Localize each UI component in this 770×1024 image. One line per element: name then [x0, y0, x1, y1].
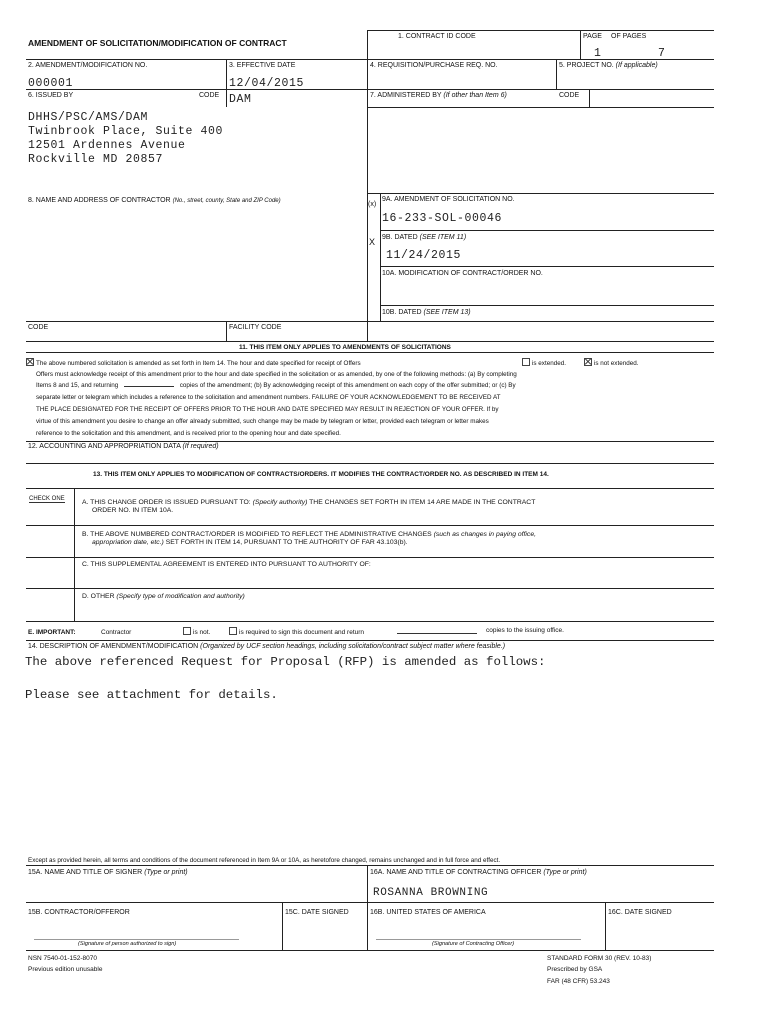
- nsn-number: NSN 7540-01-152-8070: [28, 955, 98, 962]
- option-b-line2: appropriation date, etc.) SET FORTH IN ITEM 14, PURSUANT TO THE AUTHORITY OF FAR 43.103(b).: [92, 539, 408, 546]
- section-11-line: THE PLACE DESIGNATED FOR THE RECEIPT OF OFFERS PRIOR TO THE HOUR AND DATE SPECIFIED MAY RESULT IN REJECTION OF YOUR OFFER. If by: [36, 406, 499, 413]
- dated-9b-label: 9B. DATED (SEE ITEM 11): [382, 234, 467, 241]
- form-title: AMENDMENT OF SOLICITATION/MODIFICATION OF CONTRACT: [28, 38, 287, 48]
- amended-checkbox[interactable]: [26, 358, 34, 366]
- description-label: 14. DESCRIPTION OF AMENDMENT/MODIFICATION (Organized by UCF section headings, including solicitation/contract subject matter where feasible.): [28, 643, 506, 650]
- contract-id-code-label: 1. CONTRACT ID CODE: [398, 33, 476, 40]
- section-11-line: Items 8 and 15, and returning copies of the amendment; (b) By acknowledging receipt of this amendment on each copy of the offer submitted; or (c) By: [36, 382, 516, 389]
- page-label: PAGE: [583, 33, 602, 40]
- of-pages-label: OF PAGES: [611, 33, 647, 40]
- officer-signature-line[interactable]: [376, 939, 581, 940]
- contractor-signature-line[interactable]: [34, 939, 239, 940]
- amendment-no-value: 000001: [28, 77, 74, 90]
- description-line: The above referenced Request for Proposal (RFP) is amended as follows:: [25, 655, 546, 669]
- section-11-line: reference to the solicitation and this amendment, and is received prior to the opening hour and date specified.: [36, 430, 341, 437]
- standard-form-number: STANDARD FORM 30 (REV. 10-83): [547, 955, 652, 962]
- contracting-officer-label: 16A. NAME AND TITLE OF CONTRACTING OFFICER (Type or print): [370, 869, 587, 876]
- option-b-line1: B. THE ABOVE NUMBERED CONTRACT/ORDER IS MODIFIED TO REFLECT THE ADMINISTRATIVE CHANGES (such as changes in paying office,: [82, 531, 537, 538]
- solicitation-no-label: 9A. AMENDMENT OF SOLICITATION NO.: [382, 196, 515, 203]
- issuer-line: Rockville MD 20857: [28, 153, 164, 166]
- officer-signature-caption: (Signature of Contracting Officer): [432, 941, 515, 947]
- effective-date-label: 3. EFFECTIVE DATE: [229, 62, 296, 69]
- administered-code-label: CODE: [559, 92, 580, 99]
- is-required-checkbox[interactable]: [229, 627, 237, 635]
- x-column-header: (x): [368, 201, 377, 208]
- is-not-checkbox[interactable]: [183, 627, 191, 635]
- solicitation-no-value: 16-233-SOL-00046: [382, 212, 503, 225]
- modification-no-label: 10A. MODIFICATION OF CONTRACT/ORDER NO.: [382, 270, 543, 277]
- option-a-line1: A. THIS CHANGE ORDER IS ISSUED PURSUANT TO: (Specify authority) THE CHANGES SET FORTH IN ITEM 14 ARE MADE IN THE CONTRACT: [82, 499, 536, 506]
- dated-10b-label: 10B. DATED (SEE ITEM 13): [382, 309, 471, 316]
- section-11-line: Offers must acknowledge receipt of this amendment prior to the hour and date specified in the solicitation or as amended, by one of the following methods: (a) By completing: [36, 371, 517, 378]
- united-states-label: 16B. UNITED STATES OF AMERICA: [370, 909, 486, 916]
- is-not-extended-checkbox[interactable]: [584, 358, 592, 366]
- far-reference: FAR (48 CFR) 53.243: [547, 978, 610, 985]
- section-11-line: The above numbered solicitation is amended as set forth in Item 14. The hour and date specified for receipt of Offers: [26, 358, 361, 367]
- is-not-option: is not.: [183, 627, 210, 636]
- important-label: E. IMPORTANT:: [28, 629, 76, 636]
- x-mark-9a: X: [369, 237, 376, 247]
- is-extended-checkbox[interactable]: [522, 358, 530, 366]
- amendment-no-label: 2. AMENDMENT/MODIFICATION NO.: [28, 62, 148, 69]
- prescribed-by: Prescribed by GSA: [547, 966, 603, 973]
- issuer-line: Twinbrook Place, Suite 400: [28, 125, 224, 138]
- contractor-name-label: 8. NAME AND ADDRESS OF CONTRACTOR (No., street, county, State and ZIP Code): [28, 197, 281, 204]
- terms-unchanged-text: Except as provided herein, all terms and conditions of the document referenced in Item 9A or 10A, as heretofore changed, remains unchanged and in full force and effect.: [28, 857, 501, 864]
- is-not-extended-option: is not extended.: [584, 358, 638, 367]
- contractor-word: Contractor: [101, 629, 132, 636]
- contracting-officer-name: ROSANNA BROWNING: [373, 887, 489, 899]
- issued-by-code-label: CODE: [199, 92, 220, 99]
- dated-9b-value: 11/24/2015: [386, 249, 462, 262]
- section-11-title: 11. THIS ITEM ONLY APPLIES TO AMENDMENTS OF SOLICITATIONS: [239, 344, 451, 351]
- code-label: CODE: [28, 324, 49, 331]
- accounting-data-label: 12. ACCOUNTING AND APPROPRIATION DATA (If required): [28, 443, 219, 450]
- section-13-title: 13. THIS ITEM ONLY APPLIES TO MODIFICATION OF CONTRACTS/ORDERS. IT MODIFIES THE CONTRACT/ORDER NO. AS DESCRIBED IN ITEM 14.: [93, 471, 549, 478]
- is-extended-option: is extended.: [522, 358, 566, 367]
- facility-code-label: FACILITY CODE: [229, 324, 282, 331]
- signer-name-label: 15A. NAME AND TITLE OF SIGNER (Type or print): [28, 869, 188, 876]
- copies-return-blank[interactable]: [397, 633, 477, 634]
- page-value: 1: [594, 47, 602, 60]
- option-d: D. OTHER (Specify type of modification and authority): [82, 593, 245, 600]
- section-11-line: separate letter or telegram which includes a reference to the solicitation and amendment numbers. FAILURE OF YOUR ACKNOWLEDGEMENT TO BE RECEIVED AT: [36, 394, 501, 401]
- administered-by-label: 7. ADMINISTERED BY (If other than Item 6): [370, 92, 507, 99]
- contractor-signature-caption: (Signature of person authorized to sign): [78, 941, 177, 947]
- check-one-label: CHECK ONE: [29, 496, 65, 502]
- contractor-offeror-label: 15B. CONTRACTOR/OFFEROR: [28, 909, 130, 916]
- issuer-line: 12501 Ardennes Avenue: [28, 139, 186, 152]
- option-c: C. THIS SUPPLEMENTAL AGREEMENT IS ENTERED INTO PURSUANT TO AUTHORITY OF:: [82, 561, 371, 568]
- copies-blank[interactable]: [124, 386, 174, 387]
- previous-edition-note: Previous edition unusable: [28, 966, 103, 973]
- section-11-line: virtue of this amendment you desire to change an offer already submitted, such change may be made by telegram or letter, provided each telegram or letter makes: [36, 418, 489, 425]
- option-a-line2: ORDER NO. IN ITEM 10A.: [92, 507, 174, 514]
- issuer-line: DHHS/PSC/AMS/DAM: [28, 111, 149, 124]
- issued-by-code-value: DAM: [229, 93, 252, 106]
- is-required-option: is required to sign this document and return: [229, 627, 364, 636]
- requisition-label: 4. REQUISITION/PURCHASE REQ. NO.: [370, 62, 498, 69]
- copies-to-text: copies to the issuing office.: [486, 627, 564, 634]
- project-no-label: 5. PROJECT NO. (If applicable): [559, 62, 658, 69]
- pages-value: 7: [658, 47, 666, 60]
- contractor-date-signed-label: 15C. DATE SIGNED: [285, 909, 349, 916]
- issued-by-label: 6. ISSUED BY: [28, 92, 74, 99]
- officer-date-signed-label: 16C. DATE SIGNED: [608, 909, 672, 916]
- description-line: Please see attachment for details.: [25, 688, 278, 702]
- effective-date-value: 12/04/2015: [229, 77, 305, 90]
